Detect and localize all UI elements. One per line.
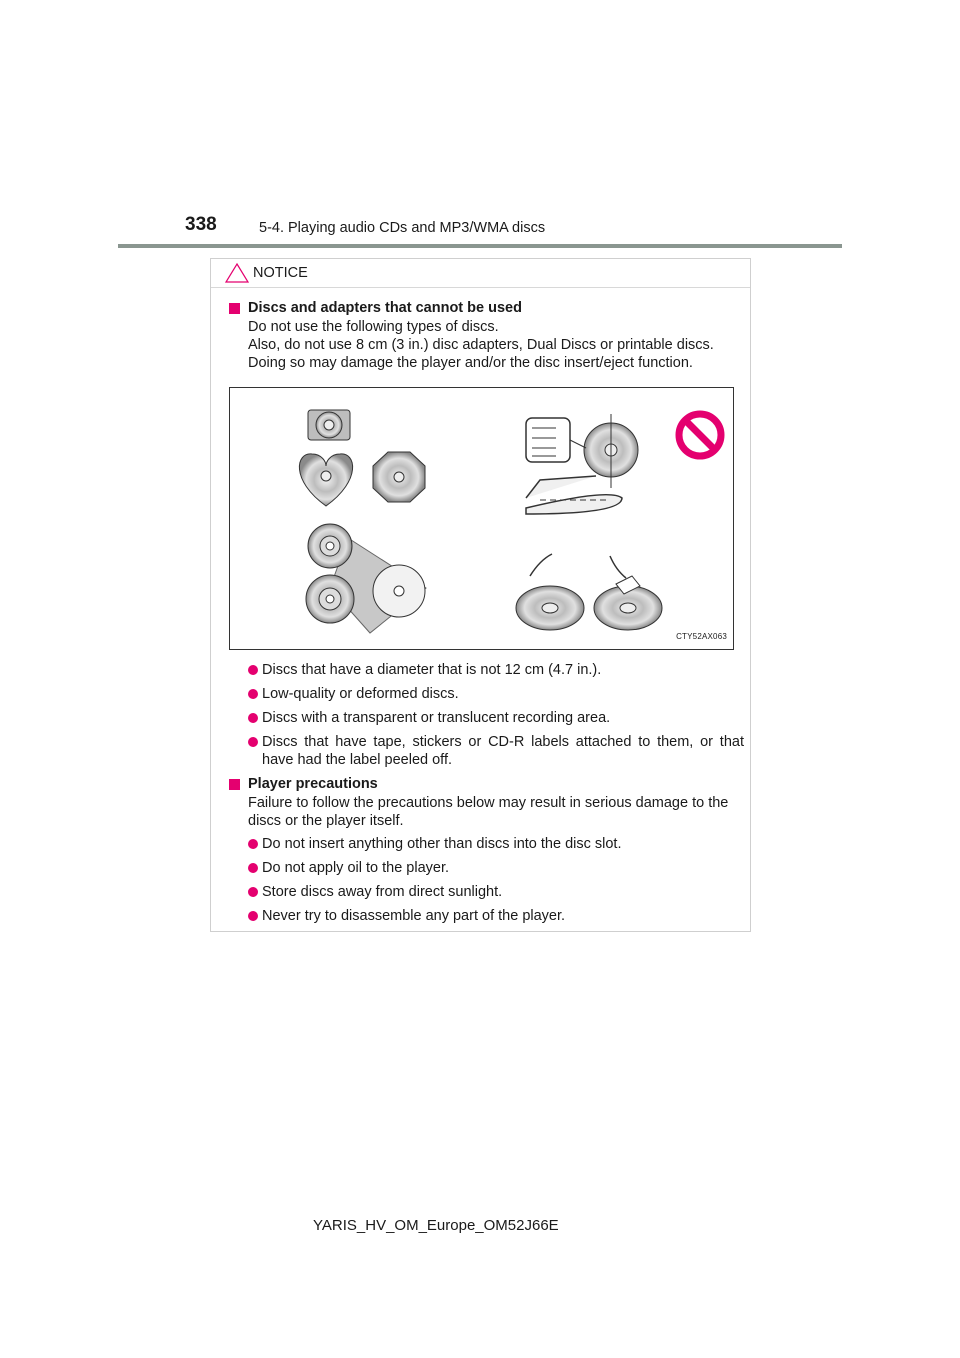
list-item: Low-quality or deformed discs. bbox=[229, 685, 744, 703]
disc-adapter-icon bbox=[306, 524, 426, 633]
taped-disc-icon bbox=[594, 556, 662, 630]
square-disc-icon bbox=[308, 410, 350, 440]
paragraph-line: Failure to follow the precautions below may result in serious damage to the discs or the player itself. bbox=[248, 795, 729, 829]
bullet-dot-icon bbox=[248, 911, 258, 921]
bullet-dot-icon bbox=[248, 887, 258, 897]
list-item: Store discs away from direct sunlight. bbox=[229, 883, 744, 901]
section-title: 5-4. Playing audio CDs and MP3/WMA discs bbox=[259, 220, 546, 236]
prohibited-icon bbox=[679, 414, 721, 456]
notice-header bbox=[211, 259, 750, 288]
paragraph-line: Doing so may damage the player and/or the disc insert/eject function. bbox=[248, 355, 693, 371]
disc-illustration bbox=[229, 387, 734, 650]
page-number: 338 bbox=[185, 214, 217, 235]
document-id: YARIS_HV_OM_Europe_OM52J66E bbox=[313, 1217, 559, 1234]
list-item: Discs that have tape, stickers or CD-R labels attached to them, or that have had the label peeled off. bbox=[229, 733, 744, 769]
list-item: Discs that have a diameter that is not 12 cm (4.7 in.). bbox=[229, 661, 744, 679]
deformed-disc-icon bbox=[516, 554, 584, 630]
bullet-dot-icon bbox=[248, 737, 258, 747]
bullet-dot-icon bbox=[248, 713, 258, 723]
list-item: Do not apply oil to the player. bbox=[229, 859, 744, 877]
square-bullet-icon bbox=[229, 303, 240, 314]
paragraph-line: Also, do not use 8 cm (3 in.) disc adapters, Dual Discs or printable discs. bbox=[248, 337, 714, 353]
notice-label: NOTICE bbox=[253, 265, 308, 281]
header-rule bbox=[118, 244, 842, 248]
section-heading-player: Player precautions bbox=[229, 775, 744, 793]
square-bullet-icon bbox=[229, 779, 240, 790]
warning-triangle-icon bbox=[225, 263, 249, 283]
list-item: Never try to disassemble any part of the player. bbox=[229, 907, 744, 925]
notice-box bbox=[210, 258, 751, 932]
bullet-dot-icon bbox=[248, 839, 258, 849]
notice-body bbox=[229, 299, 744, 931]
octagon-disc-icon bbox=[373, 452, 425, 502]
bullet-dot-icon bbox=[248, 689, 258, 699]
bullet-dot-icon bbox=[248, 665, 258, 675]
paragraph-line: Do not use the following types of discs. bbox=[248, 319, 499, 335]
bullet-dot-icon bbox=[248, 863, 258, 873]
list-item: Do not insert anything other than discs into the disc slot. bbox=[229, 835, 744, 853]
heart-disc-icon bbox=[299, 454, 352, 506]
section-heading-discs: Discs and adapters that cannot be used bbox=[229, 299, 744, 317]
figure-code: CTY52AX063 bbox=[676, 632, 727, 641]
label-disc-icon bbox=[526, 414, 638, 514]
list-item: Discs with a transparent or translucent recording area. bbox=[229, 709, 744, 727]
